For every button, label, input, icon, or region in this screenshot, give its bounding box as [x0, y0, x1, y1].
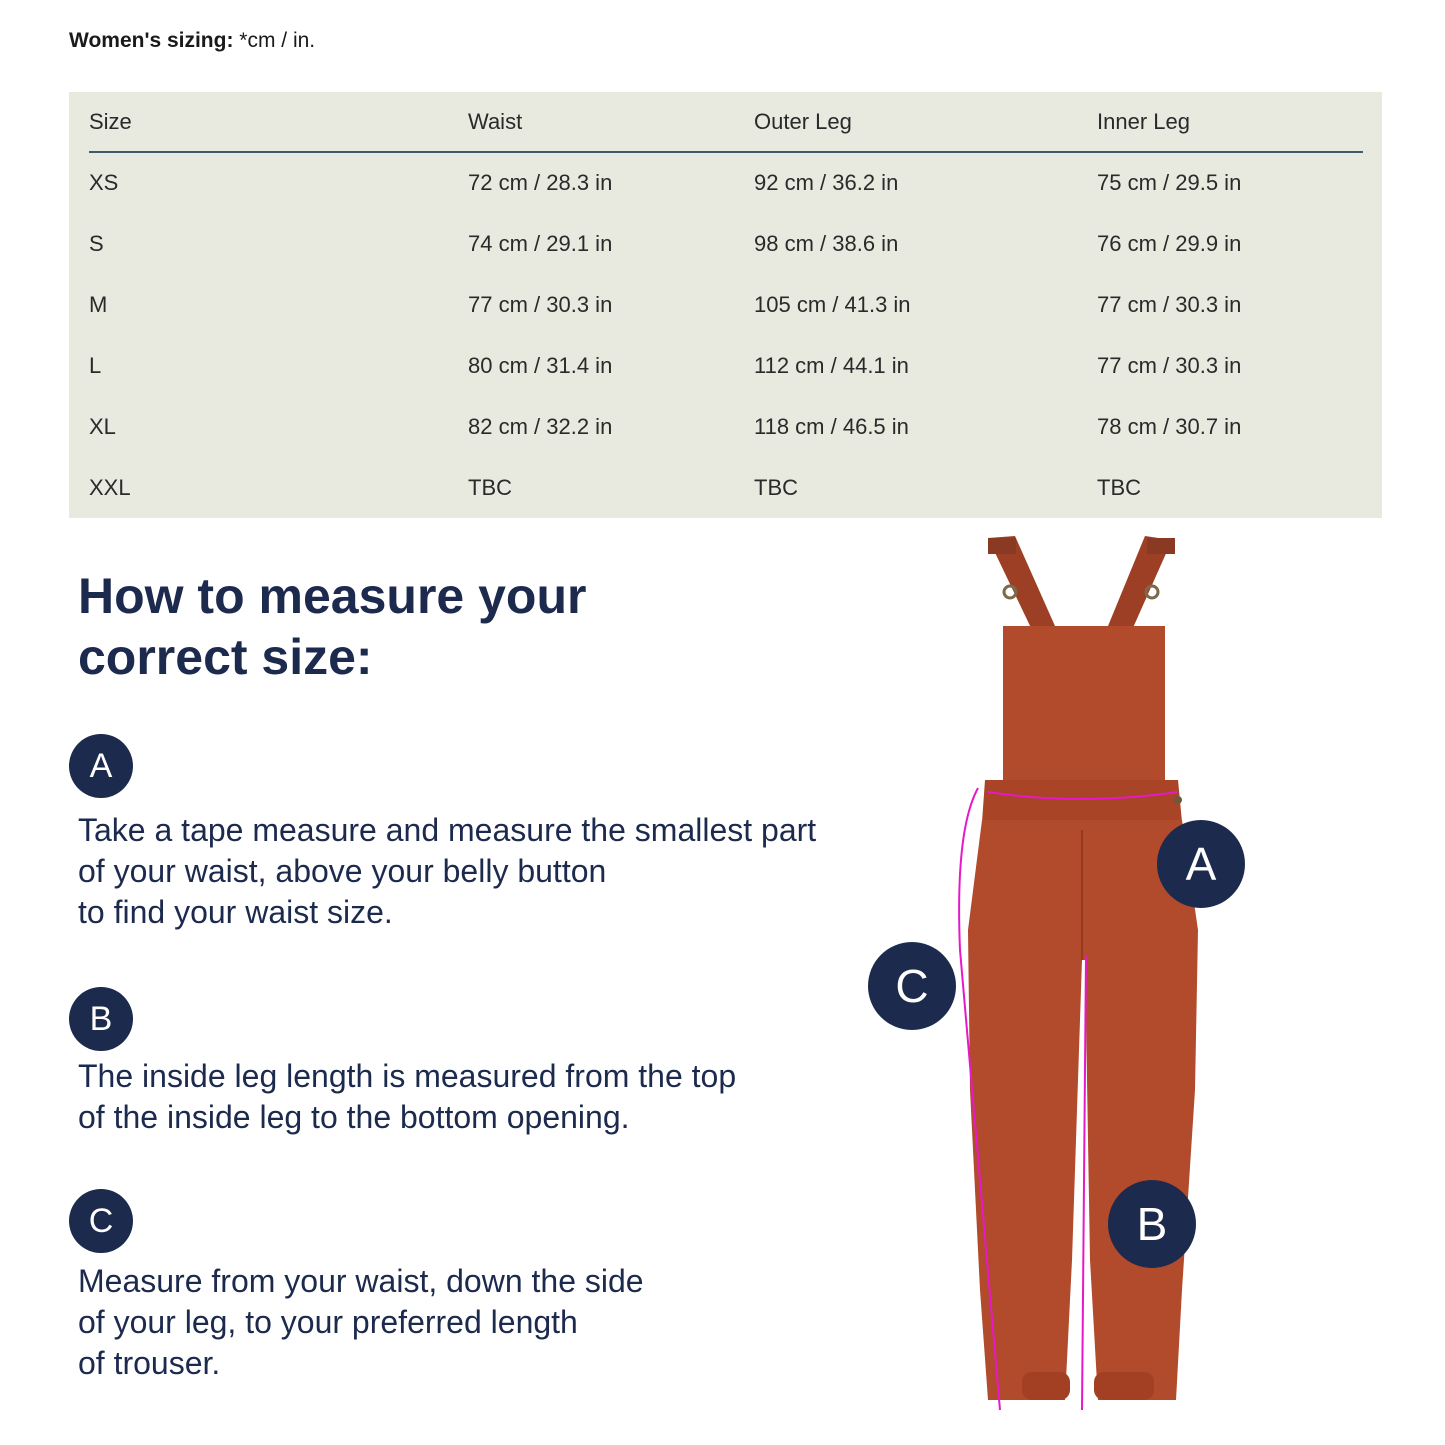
dungarees-illustration: [860, 530, 1260, 1430]
table-row: [69, 163, 1382, 203]
sizing-note-units: *cm / in.: [239, 29, 316, 52]
bib: [1003, 626, 1165, 785]
cell-size: L: [89, 353, 102, 378]
cell-outer-leg: TBC: [754, 475, 798, 500]
cell-inner-leg: 77 cm / 30.3 in: [1097, 292, 1242, 317]
table-header-divider: [89, 151, 1363, 153]
cell-size: XXL: [89, 475, 131, 500]
diagram-badge-b: B: [1108, 1180, 1196, 1268]
left-cuff: [1022, 1372, 1070, 1400]
table-row: [69, 346, 1382, 386]
cell-size: M: [89, 292, 108, 317]
cell-outer-leg: 112 cm / 44.1 in: [754, 353, 909, 378]
cell-inner-leg: 77 cm / 30.3 in: [1097, 353, 1242, 378]
step-b-text: The inside leg length is measured from the top of the inside leg to the bottom opening.: [78, 1058, 737, 1135]
header-waist: Waist: [468, 109, 523, 134]
how-to-title: How to measure your correct size:: [78, 568, 587, 685]
cell-inner-leg: TBC: [1097, 475, 1141, 500]
cell-waist: 82 cm / 32.2 in: [468, 414, 613, 439]
sizing-note: [69, 29, 315, 53]
step-a-text: Take a tape measure and measure the smallest part of your waist, above your belly button to find your waist size.: [78, 812, 817, 930]
table-header-row: [69, 102, 1382, 142]
cell-waist: 77 cm / 30.3 in: [468, 292, 613, 317]
cell-inner-leg: 76 cm / 29.9 in: [1097, 231, 1242, 256]
cell-outer-leg: 118 cm / 46.5 in: [754, 414, 909, 439]
cell-outer-leg: 92 cm / 36.2 in: [754, 170, 899, 195]
cell-outer-leg: 105 cm / 41.3 in: [754, 292, 911, 317]
right-cuff: [1094, 1372, 1154, 1400]
inner-leg-measure-line: [1082, 955, 1086, 1410]
cell-waist: TBC: [468, 475, 512, 500]
cell-size: XL: [89, 414, 116, 439]
header-size: Size: [89, 109, 132, 134]
side-button: [1174, 796, 1182, 804]
cell-inner-leg: 75 cm / 29.5 in: [1097, 170, 1242, 195]
cell-waist: 74 cm / 29.1 in: [468, 231, 613, 256]
right-strap-buckle: [1147, 538, 1175, 554]
table-row: [69, 285, 1382, 325]
header-outer-leg: Outer Leg: [754, 109, 852, 134]
step-a-badge: A: [69, 734, 133, 798]
header-inner-leg: Inner Leg: [1097, 109, 1190, 134]
cell-size: XS: [89, 170, 119, 195]
cell-waist: 72 cm / 28.3 in: [468, 170, 613, 195]
step-b-badge: B: [69, 987, 133, 1051]
cell-size: S: [89, 231, 104, 256]
left-strap-buckle: [988, 538, 1016, 554]
cell-outer-leg: 98 cm / 38.6 in: [754, 231, 899, 256]
cell-inner-leg: 78 cm / 30.7 in: [1097, 414, 1242, 439]
sizing-note-label: Women's sizing:: [69, 29, 234, 52]
table-row: [69, 224, 1382, 264]
diagram-badge-c: C: [868, 942, 956, 1030]
step-c-badge: C: [69, 1189, 133, 1253]
step-c-text: Measure from your waist, down the side of your leg, to your preferred length of trouser.: [78, 1263, 644, 1381]
table-row: [69, 468, 1382, 508]
diagram-badge-a: A: [1157, 820, 1245, 908]
waistband: [982, 780, 1182, 822]
size-table: [69, 92, 1382, 518]
cell-waist: 80 cm / 31.4 in: [468, 353, 613, 378]
table-row: [69, 407, 1382, 447]
